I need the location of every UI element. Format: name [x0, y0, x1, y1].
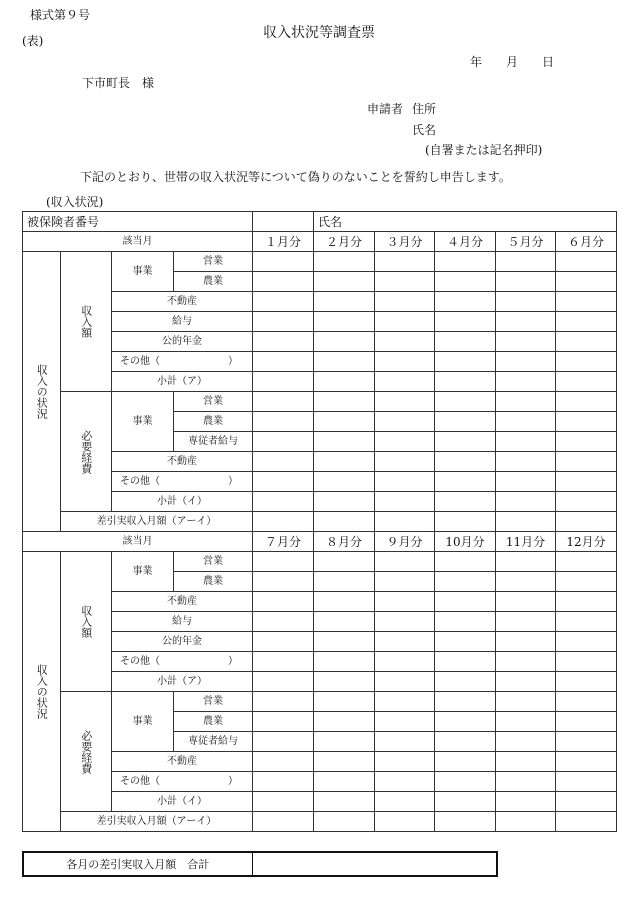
- month-2: ２月分: [314, 232, 375, 252]
- cell[interactable]: [556, 292, 617, 312]
- cell[interactable]: [556, 812, 617, 832]
- cell[interactable]: [375, 312, 435, 332]
- row-exp-real-estate-1: [23, 452, 617, 472]
- addressee: 下市町長 様: [82, 76, 155, 90]
- cell[interactable]: [375, 472, 435, 492]
- cell[interactable]: [496, 612, 556, 632]
- cell[interactable]: [253, 692, 314, 712]
- month-12: 12月分: [556, 532, 617, 552]
- income-status-label-2: 収入の状況: [23, 552, 61, 832]
- cell[interactable]: [253, 732, 314, 752]
- business-label: 事業: [112, 252, 174, 292]
- cell[interactable]: [314, 352, 375, 372]
- cell[interactable]: [435, 332, 496, 352]
- cell[interactable]: [556, 332, 617, 352]
- cell[interactable]: [435, 432, 496, 452]
- cell[interactable]: [253, 452, 314, 472]
- side-label: (表): [22, 34, 44, 48]
- cell[interactable]: [375, 252, 435, 272]
- cell[interactable]: [435, 492, 496, 512]
- business-label-2: 事業: [112, 552, 174, 592]
- salary-label: 給与: [112, 312, 253, 332]
- cell[interactable]: [435, 792, 496, 812]
- cell[interactable]: [375, 592, 435, 612]
- sales-label: 営業: [174, 252, 253, 272]
- cell[interactable]: [556, 452, 617, 472]
- section-title: (収入状況): [46, 195, 104, 209]
- cell[interactable]: [435, 552, 496, 572]
- cell[interactable]: [556, 512, 617, 532]
- net-income-label: 差引実収入月額（アーイ）: [61, 512, 253, 532]
- subtotal-i-label-2: 小計（イ）: [112, 792, 253, 812]
- cell[interactable]: [496, 812, 556, 832]
- month-header-row-1: [23, 232, 617, 252]
- cell[interactable]: [435, 352, 496, 372]
- cell[interactable]: [375, 332, 435, 352]
- applicant-label: 申請者: [367, 102, 404, 116]
- cell[interactable]: [314, 492, 375, 512]
- cell[interactable]: [253, 652, 314, 672]
- exp-business-label-2: 事業: [112, 692, 174, 752]
- cell[interactable]: [556, 372, 617, 392]
- cell[interactable]: [375, 432, 435, 452]
- cell[interactable]: [314, 472, 375, 492]
- agriculture-label-2: 農業: [174, 572, 253, 592]
- month-3: ３月分: [375, 232, 435, 252]
- cell[interactable]: [375, 792, 435, 812]
- row-subtotal-i-2: [23, 792, 617, 812]
- cell[interactable]: [375, 352, 435, 372]
- cell[interactable]: [314, 712, 375, 732]
- cell[interactable]: [314, 692, 375, 712]
- cell[interactable]: [375, 752, 435, 772]
- cell[interactable]: [375, 412, 435, 432]
- cell[interactable]: [314, 312, 375, 332]
- cell[interactable]: [435, 632, 496, 652]
- cell[interactable]: [314, 272, 375, 292]
- cell[interactable]: [496, 252, 556, 272]
- cell[interactable]: [496, 432, 556, 452]
- cell[interactable]: [556, 752, 617, 772]
- cell[interactable]: [435, 612, 496, 632]
- cell[interactable]: [314, 792, 375, 812]
- cell[interactable]: [435, 692, 496, 712]
- row-subtotal-a-1: [23, 372, 617, 392]
- cell[interactable]: [253, 672, 314, 692]
- month-5: ５月分: [496, 232, 556, 252]
- row-other-income-1: [23, 352, 617, 372]
- insured-name-field[interactable]: [314, 212, 617, 232]
- cell[interactable]: [314, 332, 375, 352]
- cell[interactable]: [556, 252, 617, 272]
- exp-agriculture-label: 農業: [174, 412, 253, 432]
- cell[interactable]: [435, 452, 496, 472]
- exp-real-estate-label-2: 不動産: [112, 752, 253, 772]
- page-title: 収入状況等調査票: [263, 25, 375, 41]
- cell[interactable]: [314, 432, 375, 452]
- month-9: ９月分: [375, 532, 435, 552]
- row-pension-1: [23, 332, 617, 352]
- public-pension-label-2: 公的年金: [112, 632, 253, 652]
- cell[interactable]: [253, 792, 314, 812]
- cell[interactable]: [314, 652, 375, 672]
- cell[interactable]: [496, 372, 556, 392]
- cell[interactable]: [253, 372, 314, 392]
- cell[interactable]: [496, 792, 556, 812]
- month-6: ６月分: [556, 232, 617, 252]
- cell[interactable]: [496, 272, 556, 292]
- exp-sales-label-2: 営業: [174, 692, 253, 712]
- cell[interactable]: [314, 812, 375, 832]
- row-sales-2: [23, 552, 617, 572]
- cell[interactable]: [496, 772, 556, 792]
- cell[interactable]: [314, 452, 375, 472]
- cell[interactable]: [375, 492, 435, 512]
- cell[interactable]: [556, 732, 617, 752]
- cell[interactable]: [556, 572, 617, 592]
- exp-business-label: 事業: [112, 392, 174, 452]
- cell[interactable]: [496, 392, 556, 412]
- cell[interactable]: [435, 732, 496, 752]
- cell[interactable]: [496, 592, 556, 612]
- cell[interactable]: [253, 592, 314, 612]
- cell[interactable]: [314, 752, 375, 772]
- cell[interactable]: [375, 452, 435, 472]
- cell[interactable]: [556, 772, 617, 792]
- insured-row: [23, 212, 617, 232]
- row-exp-real-estate-2: [23, 752, 617, 772]
- cell[interactable]: [253, 352, 314, 372]
- cell[interactable]: [314, 772, 375, 792]
- cell[interactable]: [253, 292, 314, 312]
- month-header-label-2: 該当月: [23, 532, 253, 552]
- cell[interactable]: [314, 372, 375, 392]
- other-income-label-2[interactable]: その他（ ）: [112, 652, 253, 672]
- cell[interactable]: [314, 512, 375, 532]
- cell[interactable]: [253, 312, 314, 332]
- cell[interactable]: [375, 272, 435, 292]
- date-year-label: 年: [470, 55, 483, 69]
- cell[interactable]: [253, 612, 314, 632]
- date-day-label: 日: [542, 55, 555, 69]
- cell[interactable]: [556, 692, 617, 712]
- cell[interactable]: [496, 672, 556, 692]
- insured-name-label: 氏名: [318, 214, 343, 229]
- cell[interactable]: [253, 632, 314, 652]
- cell[interactable]: [253, 772, 314, 792]
- public-pension-label: 公的年金: [112, 332, 253, 352]
- cell[interactable]: [375, 732, 435, 752]
- cell[interactable]: [556, 352, 617, 372]
- cell[interactable]: [375, 612, 435, 632]
- cell[interactable]: [496, 512, 556, 532]
- cell[interactable]: [496, 472, 556, 492]
- subtotal-a-label-2: 小計（ア）: [112, 672, 253, 692]
- net-income-label-2: 差引実収入月額（アーイ）: [61, 812, 253, 832]
- cell[interactable]: [314, 572, 375, 592]
- cell[interactable]: [556, 552, 617, 572]
- cell[interactable]: [253, 552, 314, 572]
- cell[interactable]: [556, 432, 617, 452]
- income-amount-label: 収入額: [61, 252, 112, 392]
- month-8: ８月分: [314, 532, 375, 552]
- cell[interactable]: [496, 732, 556, 752]
- row-subtotal-i-1: [23, 492, 617, 512]
- cell[interactable]: [253, 472, 314, 492]
- cell[interactable]: [556, 392, 617, 412]
- cell[interactable]: [496, 652, 556, 672]
- cell[interactable]: [375, 812, 435, 832]
- cell[interactable]: [435, 592, 496, 612]
- cell[interactable]: [435, 752, 496, 772]
- cell[interactable]: [314, 292, 375, 312]
- month-4: ４月分: [435, 232, 496, 252]
- row-pension-2: [23, 632, 617, 652]
- cell[interactable]: [435, 812, 496, 832]
- row-real-estate-2: [23, 592, 617, 612]
- cell[interactable]: [556, 612, 617, 632]
- cell[interactable]: [435, 712, 496, 732]
- insured-number-label: 被保険者番号: [23, 212, 253, 232]
- cell[interactable]: [556, 712, 617, 732]
- cell[interactable]: [253, 492, 314, 512]
- cell[interactable]: [375, 512, 435, 532]
- cell[interactable]: [314, 632, 375, 652]
- row-sales-1: [23, 252, 617, 272]
- month-10: 10月分: [435, 532, 496, 552]
- income-amount-label-2: 収入額: [61, 552, 112, 692]
- exp-real-estate-label: 不動産: [112, 452, 253, 472]
- cell[interactable]: [496, 552, 556, 572]
- exp-sales-label: 営業: [174, 392, 253, 412]
- family-worker-salary-label-2: 専従者給与: [174, 732, 253, 752]
- month-1: １月分: [253, 232, 314, 252]
- cell[interactable]: [314, 392, 375, 412]
- cell[interactable]: [314, 412, 375, 432]
- cell[interactable]: [435, 292, 496, 312]
- cell[interactable]: [435, 412, 496, 432]
- real-estate-label: 不動産: [112, 292, 253, 312]
- cell[interactable]: [556, 272, 617, 292]
- cell[interactable]: [253, 252, 314, 272]
- cell[interactable]: [375, 552, 435, 572]
- cell[interactable]: [496, 752, 556, 772]
- cell[interactable]: [556, 312, 617, 332]
- total-label: 各月の差引実収入月額 合計: [23, 852, 252, 876]
- cell[interactable]: [375, 392, 435, 412]
- cell[interactable]: [375, 372, 435, 392]
- insured-number-field[interactable]: [253, 212, 314, 232]
- declaration-text: 下記のとおり、世帯の収入状況等について偽りのないことを誓約し申告します。: [80, 170, 511, 184]
- cell[interactable]: [496, 712, 556, 732]
- cell[interactable]: [556, 492, 617, 512]
- month-11: 11月分: [496, 532, 556, 552]
- cell[interactable]: [253, 572, 314, 592]
- cell[interactable]: [435, 252, 496, 272]
- row-exp-other-1: [23, 472, 617, 492]
- subtotal-a-label: 小計（ア）: [112, 372, 253, 392]
- cell[interactable]: [435, 772, 496, 792]
- applicant-name-label: 氏名: [412, 123, 437, 137]
- exp-agriculture-label-2: 農業: [174, 712, 253, 732]
- cell[interactable]: [253, 512, 314, 532]
- cell[interactable]: [556, 792, 617, 812]
- cell[interactable]: [314, 252, 375, 272]
- cell[interactable]: [435, 512, 496, 532]
- cell[interactable]: [375, 572, 435, 592]
- row-other-income-2: [23, 652, 617, 672]
- signature-note: (自署または記名押印): [425, 143, 543, 157]
- cell[interactable]: [314, 592, 375, 612]
- cell[interactable]: [375, 772, 435, 792]
- row-exp-sales-1: [23, 392, 617, 412]
- cell[interactable]: [253, 812, 314, 832]
- cell[interactable]: [435, 392, 496, 412]
- cell[interactable]: [435, 472, 496, 492]
- row-subtotal-a-2: [23, 672, 617, 692]
- cell[interactable]: [556, 412, 617, 432]
- expenses-label: 必要経費: [61, 392, 112, 512]
- cell[interactable]: [496, 452, 556, 472]
- address-label: 住所: [412, 102, 437, 116]
- cell[interactable]: [496, 572, 556, 592]
- family-worker-salary-label: 専従者給与: [174, 432, 253, 452]
- cell[interactable]: [253, 332, 314, 352]
- sales-label-2: 営業: [174, 552, 253, 572]
- cell[interactable]: [556, 652, 617, 672]
- salary-label-2: 給与: [112, 612, 253, 632]
- cell[interactable]: [314, 552, 375, 572]
- cell[interactable]: [253, 752, 314, 772]
- income-status-label: 収入の状況: [23, 252, 61, 532]
- row-net-income-1: [23, 512, 617, 532]
- cell[interactable]: [435, 272, 496, 292]
- cell[interactable]: [253, 412, 314, 432]
- cell[interactable]: [496, 412, 556, 432]
- cell[interactable]: [375, 652, 435, 672]
- cell[interactable]: [556, 592, 617, 612]
- exp-other-label[interactable]: その他（ ）: [112, 472, 253, 492]
- cell[interactable]: [496, 632, 556, 652]
- cell[interactable]: [314, 672, 375, 692]
- cell[interactable]: [375, 632, 435, 652]
- cell[interactable]: [375, 672, 435, 692]
- cell[interactable]: [375, 692, 435, 712]
- row-net-income-2: [23, 812, 617, 832]
- cell[interactable]: [556, 632, 617, 652]
- row-salary-1: [23, 312, 617, 332]
- month-header-label: 該当月: [23, 232, 253, 252]
- cell[interactable]: [314, 732, 375, 752]
- cell[interactable]: [253, 432, 314, 452]
- cell[interactable]: [253, 272, 314, 292]
- cell[interactable]: [556, 672, 617, 692]
- cell[interactable]: [253, 392, 314, 412]
- cell[interactable]: [496, 292, 556, 312]
- exp-other-label-2[interactable]: その他（ ）: [112, 772, 253, 792]
- cell[interactable]: [435, 372, 496, 392]
- cell[interactable]: [375, 292, 435, 312]
- form-number: 様式第９号: [30, 8, 91, 22]
- income-status-table: [22, 211, 617, 832]
- cell[interactable]: [496, 352, 556, 372]
- real-estate-label-2: 不動産: [112, 592, 253, 612]
- agriculture-label: 農業: [174, 272, 253, 292]
- month-header-row-2: [23, 532, 617, 552]
- cell[interactable]: [435, 312, 496, 332]
- expenses-label-2: 必要経費: [61, 692, 112, 812]
- cell[interactable]: [496, 692, 556, 712]
- row-exp-other-2: [23, 772, 617, 792]
- cell[interactable]: [435, 572, 496, 592]
- cell[interactable]: [435, 652, 496, 672]
- cell[interactable]: [435, 672, 496, 692]
- cell[interactable]: [556, 472, 617, 492]
- cell[interactable]: [314, 612, 375, 632]
- other-income-label[interactable]: その他（ ）: [112, 352, 253, 372]
- total-table: [22, 851, 498, 877]
- month-7: ７月分: [253, 532, 314, 552]
- date-month-label: 月: [506, 55, 519, 69]
- cell[interactable]: [253, 712, 314, 732]
- cell[interactable]: [496, 312, 556, 332]
- row-salary-2: [23, 612, 617, 632]
- cell[interactable]: [375, 712, 435, 732]
- row-exp-sales-2: [23, 692, 617, 712]
- cell[interactable]: [496, 492, 556, 512]
- total-value-field[interactable]: [252, 852, 497, 876]
- row-real-estate-1: [23, 292, 617, 312]
- subtotal-i-label: 小計（イ）: [112, 492, 253, 512]
- cell[interactable]: [496, 332, 556, 352]
